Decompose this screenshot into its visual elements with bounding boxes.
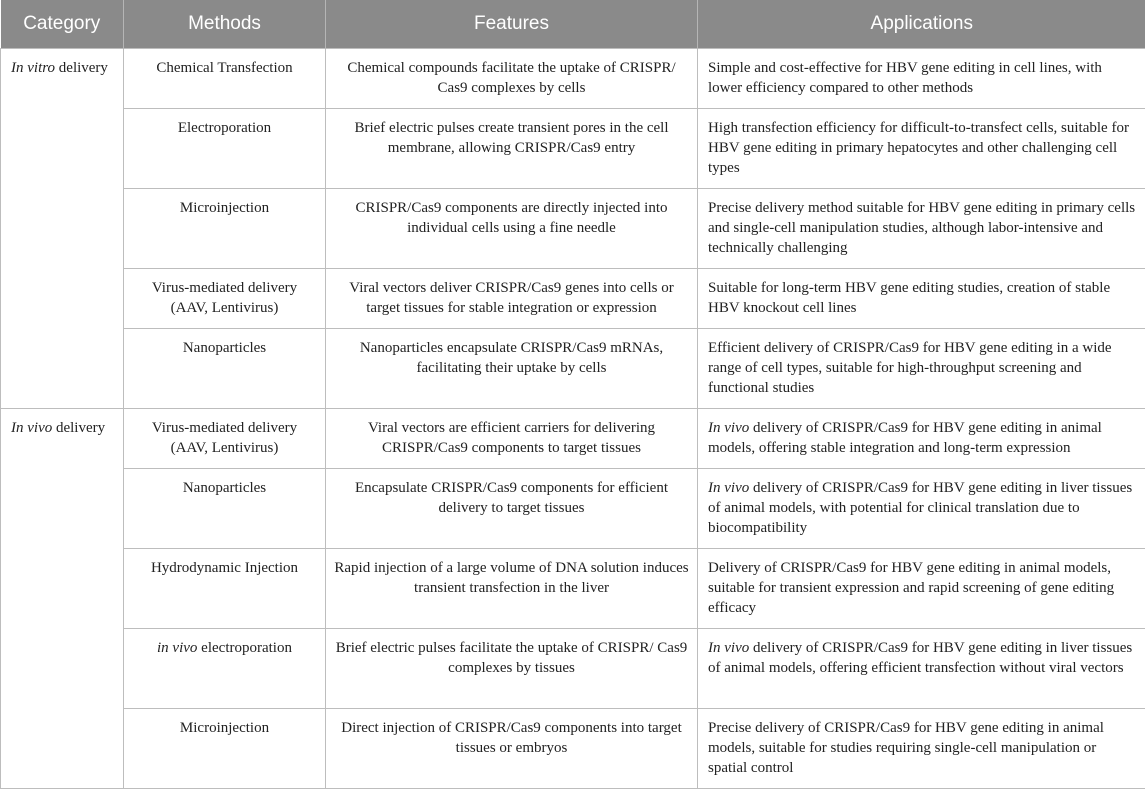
- table-header: [1, 0, 1145, 49]
- method-cell: Microinjection: [124, 189, 326, 269]
- features-cell: Nanoparticles encapsulate CRISPR/Cas9 mRNAs, facilitating their uptake by cells: [326, 329, 698, 409]
- category-italic: In vitro: [11, 60, 55, 76]
- table-body: [1, 49, 1145, 789]
- application-cell: [698, 409, 1145, 469]
- application-text: Delivery of CRISPR/Cas9 for HBV gene editing in animal models, suitable for transient expression and rapid screening of gene editing efficacy: [708, 560, 1114, 616]
- method-text: Virus-mediated delivery (AAV, Lentivirus): [152, 420, 297, 456]
- category-in-vitro: [1, 49, 124, 409]
- application-text: delivery of CRISPR/Cas9 for HBV gene editing in liver tissues of animal models, with potential for clinical translation due to biocompatibility: [708, 480, 1132, 536]
- features-cell: Viral vectors are efficient carriers for delivering CRISPR/Cas9 components to target tissues: [326, 409, 698, 469]
- application-italic: In vivo: [708, 420, 749, 436]
- method-cell: [124, 709, 326, 789]
- table-row: [1, 409, 1145, 469]
- header-features: Features: [326, 0, 698, 49]
- features-cell: CRISPR/Cas9 components are directly injected into individual cells using a fine needle: [326, 189, 698, 269]
- features-cell: Direct injection of CRISPR/Cas9 components into target tissues or embryos: [326, 709, 698, 789]
- application-text: Efficient delivery of CRISPR/Cas9 for HBV gene editing in a wide range of cell types, suitable for high-throughput screening and functional studies: [708, 340, 1112, 396]
- method-text: Hydrodynamic Injection: [151, 560, 298, 576]
- application-text: Suitable for long-term HBV gene editing studies, creation of stable HBV knockout cell lines: [708, 280, 1110, 316]
- method-cell: [124, 629, 326, 709]
- method-cell: [124, 469, 326, 549]
- method-cell: Virus-mediated delivery (AAV, Lentivirus): [124, 269, 326, 329]
- category-rest: delivery: [55, 60, 108, 76]
- method-cell: Electroporation: [124, 109, 326, 189]
- method-cell: [124, 409, 326, 469]
- table-row: [1, 629, 1145, 709]
- method-text: Microinjection: [180, 720, 269, 736]
- features-cell: Brief electric pulses facilitate the uptake of CRISPR/ Cas9 complexes by tissues: [326, 629, 698, 709]
- table-row: [1, 109, 1145, 189]
- application-cell: [698, 189, 1145, 269]
- application-text: Precise delivery method suitable for HBV gene editing in primary cells and single-cell manipulation studies, although labor-intensive and technically challenging: [708, 200, 1135, 256]
- application-cell: [698, 49, 1145, 109]
- features-cell: Encapsulate CRISPR/Cas9 components for efficient delivery to target tissues: [326, 469, 698, 549]
- features-cell: Rapid injection of a large volume of DNA solution induces transient transfection in the liver: [326, 549, 698, 629]
- application-cell: [698, 469, 1145, 549]
- method-cell: Chemical Transfection: [124, 49, 326, 109]
- application-cell: [698, 269, 1145, 329]
- table-row: [1, 329, 1145, 409]
- method-text: electroporation: [197, 640, 292, 656]
- application-cell: [698, 109, 1145, 189]
- application-text: High transfection efficiency for difficult-to-transfect cells, suitable for HBV gene editing in primary hepatocytes and other challenging cell types: [708, 120, 1129, 176]
- method-text: Nanoparticles: [183, 480, 266, 496]
- method-cell: Nanoparticles: [124, 329, 326, 409]
- application-cell: [698, 629, 1145, 709]
- application-italic: In vivo: [708, 480, 749, 496]
- header-category: Category: [1, 0, 124, 49]
- application-cell: [698, 549, 1145, 629]
- table-row: [1, 469, 1145, 549]
- features-cell: Viral vectors deliver CRISPR/Cas9 genes into cells or target tissues for stable integration or expression: [326, 269, 698, 329]
- table-row: [1, 269, 1145, 329]
- method-italic: in vivo: [157, 640, 197, 656]
- application-text: Precise delivery of CRISPR/Cas9 for HBV gene editing in animal models, suitable for studies requiring single-cell manipulation or spatial control: [708, 720, 1104, 776]
- application-cell: [698, 329, 1145, 409]
- application-text: delivery of CRISPR/Cas9 for HBV gene editing in animal models, offering stable integration and long-term expression: [708, 420, 1102, 456]
- header-methods: Methods: [124, 0, 326, 49]
- category-in-vivo: [1, 409, 124, 789]
- application-text: Simple and cost-effective for HBV gene editing in cell lines, with lower efficiency compared to other methods: [708, 60, 1102, 96]
- header-applications: Applications: [698, 0, 1145, 49]
- table-row: [1, 49, 1145, 109]
- category-italic: In vivo: [11, 420, 52, 436]
- application-cell: [698, 709, 1145, 789]
- table-row: [1, 549, 1145, 629]
- features-cell: Chemical compounds facilitate the uptake of CRISPR/ Cas9 complexes by cells: [326, 49, 698, 109]
- table-row: [1, 709, 1145, 789]
- category-rest: delivery: [52, 420, 105, 436]
- application-text: delivery of CRISPR/Cas9 for HBV gene editing in liver tissues of animal models, offering efficient transfection without viral vectors: [708, 640, 1132, 676]
- application-italic: In vivo: [708, 640, 749, 656]
- method-cell: [124, 549, 326, 629]
- header-row: [1, 0, 1145, 49]
- features-cell: Brief electric pulses create transient pores in the cell membrane, allowing CRISPR/Cas9 entry: [326, 109, 698, 189]
- table-row: [1, 189, 1145, 269]
